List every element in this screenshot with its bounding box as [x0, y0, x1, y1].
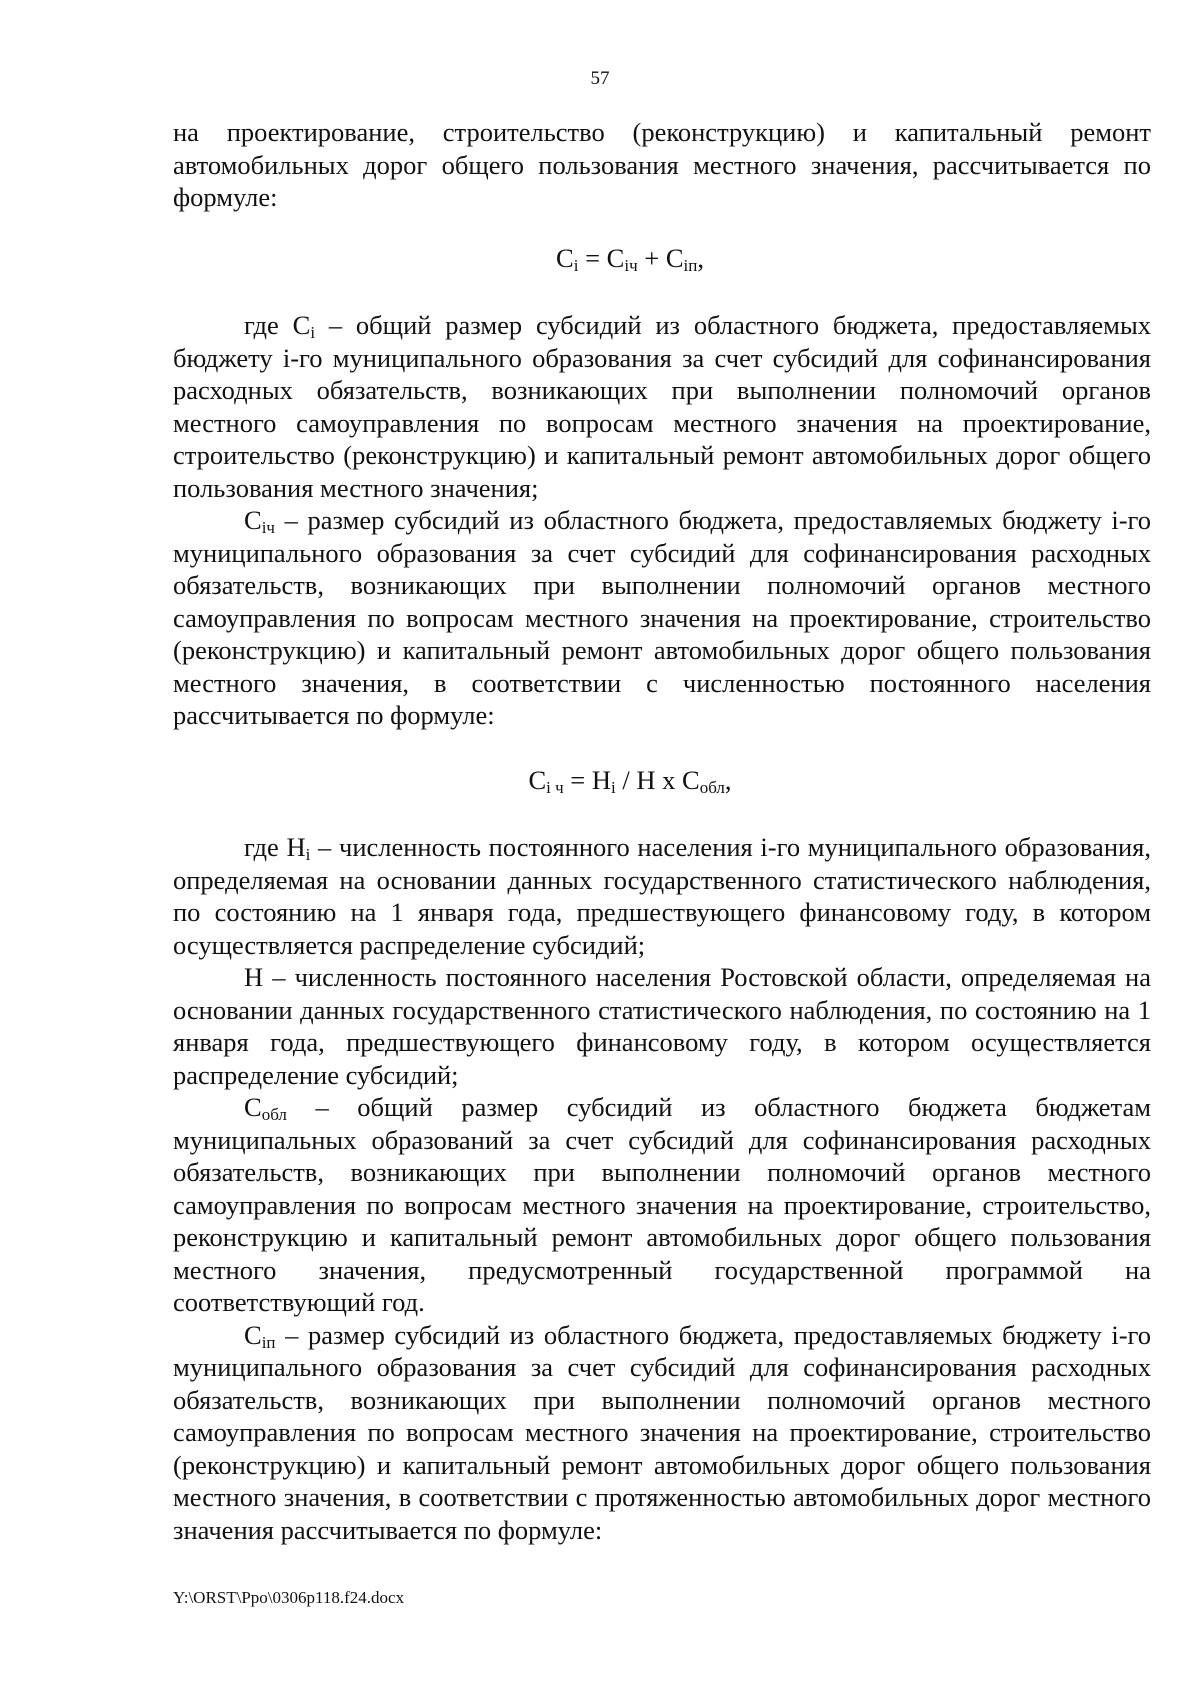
formula-ci-term2: C: [665, 243, 684, 273]
definition-cip-text: – размер субсидий из областного бюджета, предоставляемых бюджету i-го муниципального образования за счет субсидий для софинансирования расходных обязательств, возникающих при выполнении полномочий органов местного самоуправления по вопросам местного значения на проектирование, строительство (реконструкцию) и капитальный ремонт автомобильных дорог общего пользования местного значения, в соответствии с протяженностью автомобильных дорог местного значения рассчитывается по формуле:: [173, 1319, 1151, 1545]
definition-h-text: – численность постоянного населения Ростовской области, определяемая на основании данных государственного статистического наблюдения, по состоянию на 1 января года, предшествующего финансовому году, в котором осуществляется распределение субсидий;: [173, 962, 1151, 1090]
page-number: 57: [590, 68, 610, 89]
footer-file-path: Y:\ORST\Ppo\0306p118.f24.docx: [173, 1588, 405, 1607]
formula-cich-term1: H: [591, 765, 612, 795]
definition-cich: [173, 504, 1151, 732]
definition-cobl-text: – общий размер субсидий из областного бюджета бюджетам муниципальных образований за счет субсидий для софинансирования расходных обязательств, возникающих при выполнении полномочий органов местного самоуправления по вопросам местного значения на проектирование, строительство, реконструкцию и капитальный ремонт автомобильных дорог общего пользования местного значения, предусмотренный государственной программой на соответствующий год.: [173, 1092, 1151, 1317]
definition-ci-lead: где: [244, 310, 293, 340]
formula-ci-term2-sub: iп: [683, 256, 698, 275]
formula-cich: [0, 765, 1200, 796]
definition-hi-lead: где: [244, 832, 287, 862]
formula-ci-eq: =: [578, 243, 607, 273]
definition-ci-text: – общий размер субсидий из областного бюджета, предоставляемых бюджету i-го муниципального образования за счет субсидий для софинансирования расходных обязательств, возникающих при выполнении полномочий органов местного самоуправления по вопросам местного значения на проектирование, строительство (реконструкцию) и капитальный ремонт автомобильных дорог общего пользования местного значения;: [173, 310, 1151, 503]
definition-cobl-symbol-sub: обл: [261, 1105, 287, 1124]
definition-hi-text: – численность постоянного населения i-го муниципального образования, определяемая на основании данных государственного статистического наблюдения, по состоянию на 1 января года, предшествующего финансовому году, в котором осуществляется распределение субсидий;: [173, 832, 1151, 960]
definition-cich-symbol-sub: iч: [261, 518, 275, 537]
definition-hi-symbol-sub: i: [305, 845, 311, 864]
formula-ci-lhs: C: [556, 243, 574, 273]
definitions-block-2: [173, 831, 1151, 1546]
definition-cip-symbol: C: [244, 1319, 262, 1350]
formula-cich-term1-sub: i: [611, 778, 616, 797]
formula-ci-end: ,: [697, 243, 704, 273]
definition-cich-symbol: C: [244, 505, 262, 535]
formula-ci-term1: C: [606, 243, 625, 273]
definition-hi: [173, 831, 1151, 961]
intro-paragraph: [173, 116, 1151, 214]
definition-h-symbol: H: [244, 962, 264, 992]
intro-text: на проектирование, строительство (реконструкцию) и капитальный ремонт автомобильных дорог общего пользования местного значения, рассчитывается по формуле:: [173, 117, 1151, 212]
definition-cich-text: – размер субсидий из областного бюджета, предоставляемых бюджету i-го муниципального образования за счет субсидий для софинансирования расходных обязательств, возникающих при выполнении полномочий органов местного самоуправления по вопросам местного значения на проектирование, строительство (реконструкцию) и капитальный ремонт автомобильных дорог общего пользования местного значения, в соответствии с численностью постоянного населения рассчитывается по формуле:: [173, 505, 1151, 730]
formula-cich-lhs-sub: i ч: [546, 778, 564, 797]
definition-ci: [173, 309, 1151, 504]
formula-cich-end: ,: [724, 765, 732, 795]
formula-cich-eq: =: [563, 765, 592, 795]
formula-cich-lhs: C: [528, 765, 547, 795]
definition-hi-symbol: H: [286, 832, 306, 862]
definitions-block-1: [173, 309, 1151, 732]
formula-ci-term1-sub: iч: [624, 256, 638, 275]
formula-cich-term2: C: [682, 765, 700, 795]
definition-ci-symbol: C: [292, 310, 311, 340]
definition-cip: [173, 1319, 1151, 1547]
formula-cich-term2-sub: обл: [699, 778, 725, 797]
formula-ci: [0, 243, 1200, 274]
definition-h: [173, 961, 1151, 1091]
formula-ci-plus: +: [637, 243, 666, 273]
formula-ci-lhs-sub: i: [573, 256, 579, 275]
formula-cich-mid: / H x: [615, 765, 682, 795]
definition-ci-symbol-sub: i: [310, 323, 316, 342]
definition-cip-symbol-sub: iп: [261, 1332, 276, 1352]
definition-cobl: [173, 1091, 1151, 1319]
definition-cobl-symbol: C: [244, 1092, 262, 1122]
